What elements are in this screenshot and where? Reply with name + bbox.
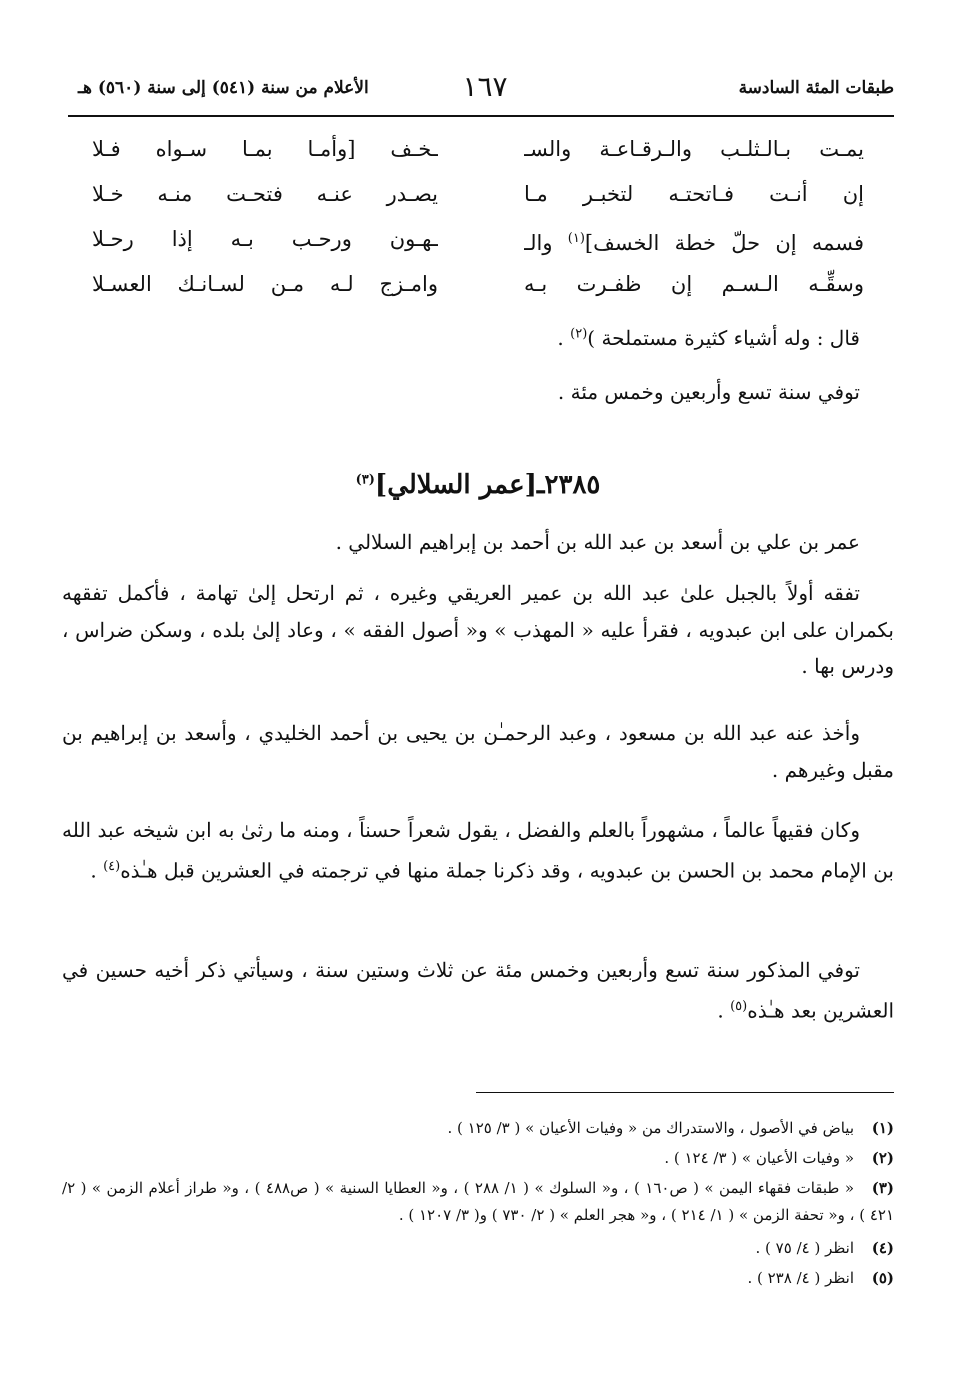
footnote-1	[62, 1115, 894, 1142]
death-text: توفي المذكور سنة تسع وأربعين وخمس مئة عن ثلاث وستين سنة ، وسيأتي ذكر أخيه حسين في العشرين بعد هـٰذه	[62, 958, 894, 1023]
footnote-4	[62, 1235, 894, 1262]
footnote-5	[62, 1265, 894, 1292]
death-line-previous: توفي سنة تسع وأربعين وخمس مئة .	[557, 380, 860, 404]
verse-2-second-hemistich: يصـدر عنـه فتحـت منـه خـلا	[92, 182, 438, 206]
entry-title	[0, 470, 956, 500]
poet-tail: .	[90, 858, 104, 883]
entry-name: [عمر السلالي]	[374, 470, 537, 500]
footnote-5-number: (٥)	[871, 1269, 894, 1287]
footnote-1-text: بياض في الأصول ، والاستدراك من « وفيات الأعيان » ( ٣/ ١٢٥ ) .	[447, 1119, 854, 1137]
verse-4-first-hemistich: وسقِّـه الـسـم إن ظفـرت بـه	[524, 272, 864, 296]
verse-3-first-hemistich	[524, 221, 864, 257]
footnote-ref-5[interactable]: (٥)	[730, 998, 748, 1014]
study-paragraph: تفقه أولاً بالجبل علىٰ عبد الله بن عمير العريقي وغيره ، ثم ارتحل إلىٰ تهامة ، فأكمل تفقهه بكمران على ابن عبدويه ، فقرأ عليه « المهذب » و« أصول الفقه » ، وعاد إلىٰ بلده ، وسكن ضراس ، ودرس بها .	[62, 581, 895, 678]
footnote-3-text: « طبقات فقهاء اليمن » ( ص١٦٠ ) ، و« السلوك » ( ١/ ٢٨٨ ) ، و« العطايا السنية » ( ص٤٨٨ ) ، و« طراز أعلام الزمن » ( ٢/ ٤٢١ ) ، و« تحفة الزمن » ( ١/ ٢١٤ ) ، و« هجر العلم » ( ٢/ ٧٣٠ ) و( ٣/ ١٢٠٧ ) .	[62, 1179, 894, 1224]
footnote-ref-4[interactable]: (٤)	[103, 858, 121, 874]
poet-text: وكان فقيهاً عالماً ، مشهوراً بالعلم والفضل ، يقول شعراً حسناً ، ومنه ما رثىٰ به ابن شيخه عبد الله بن الإمام محمد بن الحسن بن عبدويه ، وقد ذكرنا جملة منها في ترجمته في العشرين قبل هـٰذه	[62, 818, 894, 883]
footnote-ref-2[interactable]: (٢)	[570, 326, 588, 342]
lineage-paragraph: عمر بن علي بن أسعد بن عبد الله بن أحمد بن إبراهيم السلالي .	[335, 530, 860, 554]
qala-line	[557, 326, 860, 350]
footnote-2-number: (٢)	[871, 1149, 894, 1167]
death-tail: .	[717, 998, 731, 1023]
death-paragraph	[62, 952, 894, 1029]
header-rule	[68, 115, 894, 117]
footnote-2-text: « وفيات الأعيان » ( ٣/ ١٢٤ ) .	[664, 1149, 854, 1167]
qala-text: قال : وله أشياء كثيرة مستملحة )	[587, 326, 860, 350]
running-header-range: الأعلام من سنة (٥٤١) إلى سنة (٥٦٠) هـ	[78, 78, 369, 98]
verse-2-first-hemistich: إن أنـت فـاتحتـه لتخبـر مـا	[524, 182, 864, 206]
footnote-5-text: انظر ( ٤/ ٢٣٨ ) .	[747, 1269, 854, 1287]
verse-3-tail: والـ	[524, 231, 568, 255]
students-paragraph: وأخذ عنه عبد الله بن مسعود ، وعبد الرحمـٰن بن يحيى بن أحمد الخليدي ، وأسعد بن إبراهيم بن مقبل وغيرهم .	[62, 721, 894, 782]
qala-tail: .	[557, 326, 571, 350]
footnote-4-number: (٤)	[871, 1239, 894, 1257]
verse-3-text: فسمه إن حلّ خطة الخسف]	[584, 231, 864, 255]
footnote-ref-1[interactable]: (١)	[567, 231, 585, 246]
footnote-3	[62, 1175, 894, 1229]
verse-4-second-hemistich: وامـزج لـه مـن لسـانـك العسـلا	[92, 272, 438, 296]
footnote-ref-3[interactable]: (٣)	[355, 472, 375, 488]
verse-3-second-hemistich: ـهـون ورحـب بـه إذا رحـلا	[92, 227, 438, 251]
footnote-1-number: (١)	[871, 1119, 894, 1137]
running-header-chapter: طبقات المئة السادسة	[738, 78, 894, 98]
verse-1-first-hemistich: يمـت بـالـثلـب والـرقـاعـة والسـ	[524, 137, 864, 161]
footnote-3-number: (٣)	[871, 1179, 895, 1197]
footnote-rule	[476, 1092, 894, 1093]
poet-paragraph	[62, 812, 894, 889]
footnote-2	[62, 1145, 894, 1172]
entry-number: ٢٣٨٥ـ	[536, 470, 601, 500]
footnote-4-text: انظر ( ٤/ ٧٥ ) .	[755, 1239, 854, 1257]
page-number: ١٦٧	[462, 70, 508, 103]
verse-1-second-hemistich: ـخـف [وأمـا بمـا سـواه فـلا	[92, 137, 438, 161]
